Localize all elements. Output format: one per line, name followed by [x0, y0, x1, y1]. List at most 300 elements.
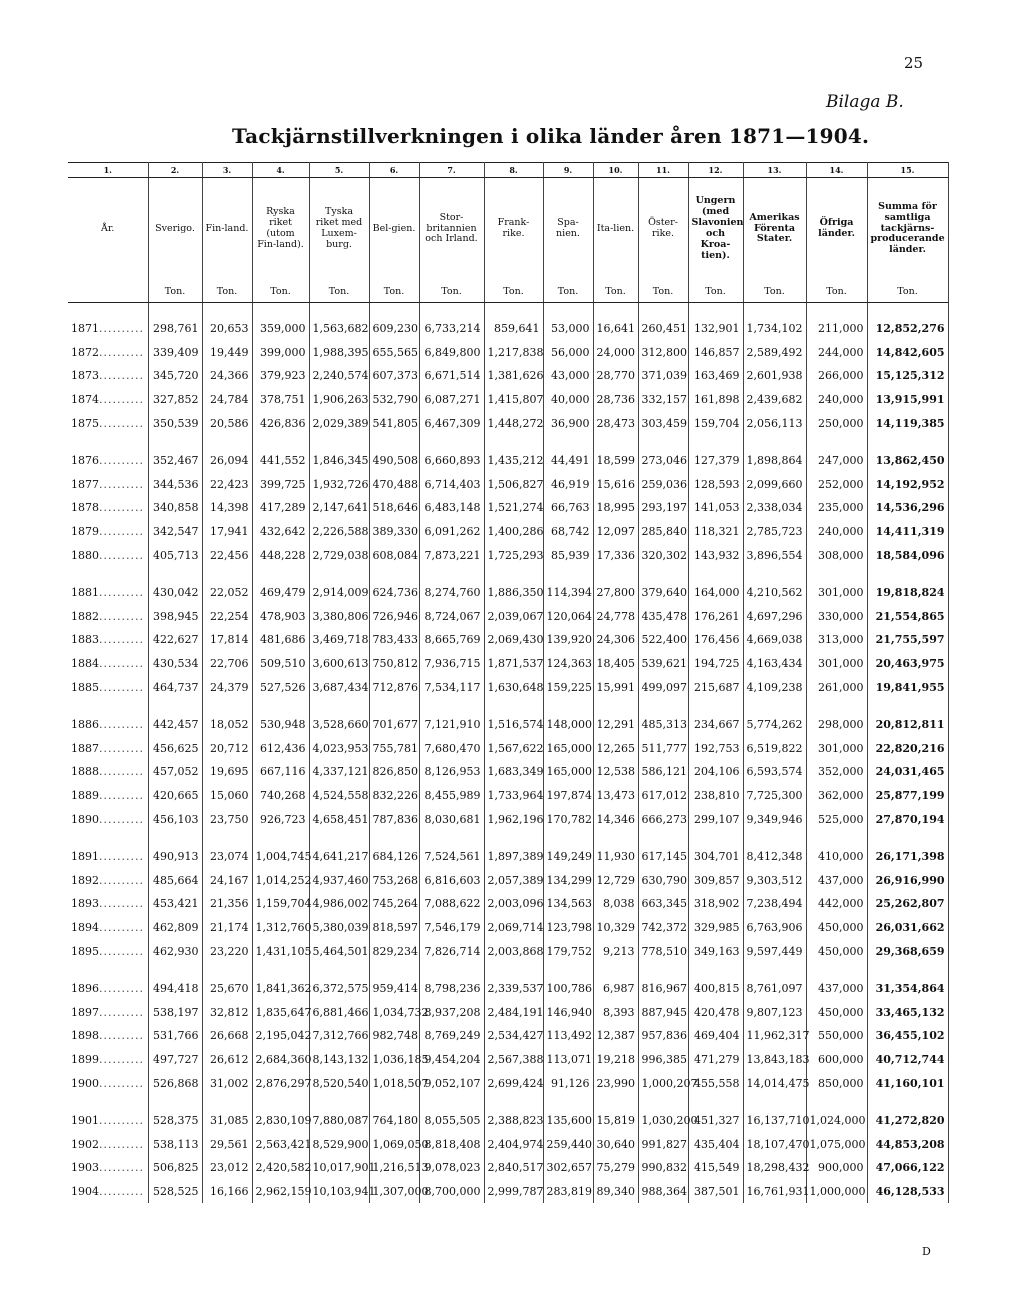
- value-cell: 525,000: [806, 807, 867, 831]
- value-cell: 349,163: [688, 939, 743, 963]
- table-row: [68, 977, 948, 1001]
- value-cell: 298,000: [806, 713, 867, 737]
- value-cell: 344,536: [148, 473, 202, 497]
- value-cell: 850,000: [806, 1071, 867, 1095]
- value-cell: 320,302: [638, 543, 688, 567]
- value-cell: 430,534: [148, 652, 202, 676]
- spacer-cell: [148, 435, 202, 449]
- year-cell: [68, 473, 148, 497]
- value-cell: 146,857: [688, 341, 743, 365]
- group-spacer: [68, 567, 948, 581]
- value-cell: 1,906,263: [309, 388, 369, 412]
- value-cell: 139,920: [543, 628, 593, 652]
- value-cell: 124,363: [543, 652, 593, 676]
- year-label: 1902: [71, 1137, 99, 1151]
- value-cell: 8,143,132: [309, 1048, 369, 1072]
- value-cell: 13,843,183: [743, 1048, 806, 1072]
- value-cell: 450,000: [806, 939, 867, 963]
- spacer-cell: [419, 831, 484, 845]
- value-cell: 2,388,823: [484, 1109, 543, 1133]
- value-cell: 12,291: [593, 713, 638, 737]
- value-cell: 16,166: [202, 1180, 252, 1204]
- table-row: [68, 520, 948, 544]
- value-cell: 1,159,704: [252, 892, 309, 916]
- value-cell: 818,597: [369, 916, 419, 940]
- spacer-cell: [68, 435, 148, 449]
- leader-dots: ..........: [99, 548, 144, 562]
- year-label: 1880: [71, 548, 99, 562]
- value-cell: 7,680,470: [419, 737, 484, 761]
- spacer-cell: [543, 1095, 593, 1109]
- leader-dots: ..........: [99, 393, 144, 407]
- table-row: [68, 1024, 948, 1048]
- value-cell: 832,226: [369, 784, 419, 808]
- value-cell: 285,840: [638, 520, 688, 544]
- value-cell: 32,812: [202, 1000, 252, 1024]
- total-cell: 26,171,398: [867, 845, 948, 869]
- leader-dots: ..........: [99, 1005, 144, 1019]
- value-cell: 764,180: [369, 1109, 419, 1133]
- year-label: 1874: [71, 393, 99, 407]
- leader-dots: ..........: [99, 657, 144, 671]
- table-row: [68, 760, 948, 784]
- table-row: [68, 449, 948, 473]
- value-cell: 1,898,864: [743, 449, 806, 473]
- column-number: 1.: [68, 163, 148, 178]
- value-cell: 379,640: [638, 581, 688, 605]
- value-cell: 12,265: [593, 737, 638, 761]
- value-cell: 1,521,274: [484, 496, 543, 520]
- value-cell: 455,558: [688, 1071, 743, 1095]
- value-cell: 506,825: [148, 1156, 202, 1180]
- value-cell: 1,734,102: [743, 317, 806, 341]
- spacer-cell: [252, 435, 309, 449]
- value-cell: 783,433: [369, 628, 419, 652]
- leader-dots: ..........: [99, 501, 144, 515]
- value-cell: 499,097: [638, 675, 688, 699]
- value-cell: 422,627: [148, 628, 202, 652]
- table-row: [68, 845, 948, 869]
- year-cell: [68, 1132, 148, 1156]
- value-cell: 23,750: [202, 807, 252, 831]
- leader-dots: ..........: [99, 525, 144, 539]
- spacer-cell: [543, 435, 593, 449]
- value-cell: 6,733,214: [419, 317, 484, 341]
- value-cell: 164,000: [688, 581, 743, 605]
- value-cell: 359,000: [252, 317, 309, 341]
- value-cell: 26,094: [202, 449, 252, 473]
- value-cell: 2,914,009: [309, 581, 369, 605]
- spacer-cell: [309, 303, 369, 318]
- year-cell: [68, 317, 148, 341]
- spacer-cell: [369, 963, 419, 977]
- leader-dots: ..........: [99, 873, 144, 887]
- value-cell: 1,841,362: [252, 977, 309, 1001]
- value-cell: 9,303,512: [743, 868, 806, 892]
- unit-spacer: [68, 280, 148, 303]
- value-cell: 609,230: [369, 317, 419, 341]
- value-cell: 4,669,038: [743, 628, 806, 652]
- spacer-cell: [68, 303, 148, 318]
- value-cell: 481,686: [252, 628, 309, 652]
- value-cell: 450,000: [806, 1000, 867, 1024]
- value-cell: 464,737: [148, 675, 202, 699]
- total-cell: 13,862,450: [867, 449, 948, 473]
- value-cell: 1,034,732: [369, 1000, 419, 1024]
- value-cell: 2,684,360: [252, 1048, 309, 1072]
- column-number: 4.: [252, 163, 309, 178]
- leader-dots: ..........: [99, 1137, 144, 1151]
- column-number: 3.: [202, 163, 252, 178]
- year-label: 1898: [71, 1029, 99, 1043]
- total-cell: 14,119,385: [867, 411, 948, 435]
- value-cell: 1,024,000: [806, 1109, 867, 1133]
- value-cell: 14,346: [593, 807, 638, 831]
- value-cell: 17,814: [202, 628, 252, 652]
- value-cell: 91,126: [543, 1071, 593, 1095]
- leader-dots: ..........: [99, 680, 144, 694]
- leader-dots: ..........: [99, 345, 144, 359]
- value-cell: 426,836: [252, 411, 309, 435]
- year-cell: [68, 892, 148, 916]
- leader-dots: ..........: [99, 322, 144, 336]
- year-label: 1878: [71, 501, 99, 515]
- value-cell: 301,000: [806, 581, 867, 605]
- year-cell: [68, 388, 148, 412]
- spacer-cell: [593, 1095, 638, 1109]
- value-cell: 3,600,613: [309, 652, 369, 676]
- value-cell: 352,000: [806, 760, 867, 784]
- unit-label: Ton.: [252, 280, 309, 303]
- spacer-cell: [148, 303, 202, 318]
- value-cell: 15,991: [593, 675, 638, 699]
- value-cell: 15,060: [202, 784, 252, 808]
- year-cell: [68, 1024, 148, 1048]
- total-cell: 20,812,811: [867, 713, 948, 737]
- value-cell: 303,459: [638, 411, 688, 435]
- value-cell: 2,439,682: [743, 388, 806, 412]
- value-cell: 4,023,953: [309, 737, 369, 761]
- value-cell: 159,704: [688, 411, 743, 435]
- value-cell: 15,616: [593, 473, 638, 497]
- value-cell: 1,415,807: [484, 388, 543, 412]
- column-header: Tyska riket med Luxem-burg.: [309, 178, 369, 281]
- total-cell: 21,755,597: [867, 628, 948, 652]
- value-cell: 301,000: [806, 737, 867, 761]
- value-cell: 2,003,096: [484, 892, 543, 916]
- total-cell: 14,192,952: [867, 473, 948, 497]
- total-cell: 21,554,865: [867, 605, 948, 629]
- value-cell: 9,597,449: [743, 939, 806, 963]
- total-cell: 33,465,132: [867, 1000, 948, 1024]
- column-header: Ungern (med Slavonien och Kroa-tien).: [688, 178, 743, 281]
- leader-dots: ..........: [99, 586, 144, 600]
- value-cell: 26,612: [202, 1048, 252, 1072]
- value-cell: 8,038: [593, 892, 638, 916]
- value-cell: 4,524,558: [309, 784, 369, 808]
- value-cell: 1,683,349: [484, 760, 543, 784]
- value-cell: 9,078,023: [419, 1156, 484, 1180]
- spacer-cell: [202, 963, 252, 977]
- value-cell: 46,919: [543, 473, 593, 497]
- spacer-cell: [309, 963, 369, 977]
- value-cell: 624,736: [369, 581, 419, 605]
- value-cell: 528,375: [148, 1109, 202, 1133]
- value-cell: 996,385: [638, 1048, 688, 1072]
- year-cell: [68, 449, 148, 473]
- value-cell: 417,289: [252, 496, 309, 520]
- column-header: Ita-lien.: [593, 178, 638, 281]
- value-cell: 4,697,296: [743, 605, 806, 629]
- value-cell: 17,336: [593, 543, 638, 567]
- value-cell: 900,000: [806, 1156, 867, 1180]
- value-cell: 456,625: [148, 737, 202, 761]
- value-cell: 118,321: [688, 520, 743, 544]
- value-cell: 8,769,249: [419, 1024, 484, 1048]
- year-cell: [68, 868, 148, 892]
- value-cell: 22,423: [202, 473, 252, 497]
- value-cell: 22,456: [202, 543, 252, 567]
- value-cell: 24,784: [202, 388, 252, 412]
- value-cell: 24,366: [202, 364, 252, 388]
- value-cell: 14,014,475: [743, 1071, 806, 1095]
- value-cell: 302,657: [543, 1156, 593, 1180]
- spacer-cell: [484, 831, 543, 845]
- value-cell: 469,404: [688, 1024, 743, 1048]
- value-cell: 457,052: [148, 760, 202, 784]
- table-row: [68, 784, 948, 808]
- value-cell: 1,886,350: [484, 581, 543, 605]
- value-cell: 1,988,395: [309, 341, 369, 365]
- year-label: 1890: [71, 812, 99, 826]
- value-cell: 235,000: [806, 496, 867, 520]
- spacer-cell: [743, 1095, 806, 1109]
- spacer-cell: [688, 699, 743, 713]
- total-cell: 14,411,319: [867, 520, 948, 544]
- value-cell: 308,000: [806, 543, 867, 567]
- value-cell: 7,088,622: [419, 892, 484, 916]
- value-cell: 20,586: [202, 411, 252, 435]
- value-cell: 18,599: [593, 449, 638, 473]
- value-cell: 485,664: [148, 868, 202, 892]
- year-cell: [68, 496, 148, 520]
- value-cell: 1,014,252: [252, 868, 309, 892]
- leader-dots: ..........: [99, 1161, 144, 1175]
- value-cell: 176,456: [688, 628, 743, 652]
- value-cell: 8,520,540: [309, 1071, 369, 1095]
- value-cell: 6,372,575: [309, 977, 369, 1001]
- value-cell: 497,727: [148, 1048, 202, 1072]
- value-cell: 379,923: [252, 364, 309, 388]
- value-cell: 6,849,800: [419, 341, 484, 365]
- value-cell: 420,665: [148, 784, 202, 808]
- spacer-cell: [419, 435, 484, 449]
- unit-label: Ton.: [484, 280, 543, 303]
- year-label: 1885: [71, 680, 99, 694]
- value-cell: 8,761,097: [743, 977, 806, 1001]
- value-cell: 23,074: [202, 845, 252, 869]
- year-label: 1894: [71, 920, 99, 934]
- value-cell: 309,857: [688, 868, 743, 892]
- spacer-cell: [688, 1095, 743, 1109]
- table-row: [68, 317, 948, 341]
- value-cell: 27,800: [593, 581, 638, 605]
- value-cell: 7,725,300: [743, 784, 806, 808]
- total-cell: 24,031,465: [867, 760, 948, 784]
- value-cell: 299,107: [688, 807, 743, 831]
- value-cell: 990,832: [638, 1156, 688, 1180]
- value-cell: 12,729: [593, 868, 638, 892]
- spacer-cell: [252, 699, 309, 713]
- value-cell: 24,306: [593, 628, 638, 652]
- spacer-cell: [484, 303, 543, 318]
- column-number: 10.: [593, 163, 638, 178]
- value-cell: 6,087,271: [419, 388, 484, 412]
- table-row: [68, 916, 948, 940]
- total-cell: 19,841,955: [867, 675, 948, 699]
- value-cell: 10,329: [593, 916, 638, 940]
- table-row: [68, 364, 948, 388]
- year-cell: [68, 411, 148, 435]
- year-cell: [68, 341, 148, 365]
- spacer-cell: [369, 435, 419, 449]
- value-cell: 1,725,293: [484, 543, 543, 567]
- value-cell: 8,798,236: [419, 977, 484, 1001]
- value-cell: 114,394: [543, 581, 593, 605]
- leader-dots: ..........: [99, 1029, 144, 1043]
- value-cell: 176,261: [688, 605, 743, 629]
- value-cell: 12,387: [593, 1024, 638, 1048]
- spacer-cell: [743, 699, 806, 713]
- value-cell: 991,827: [638, 1132, 688, 1156]
- year-label: 1891: [71, 850, 99, 864]
- value-cell: 750,812: [369, 652, 419, 676]
- value-cell: 435,478: [638, 605, 688, 629]
- year-label: 1872: [71, 345, 99, 359]
- year-label: 1903: [71, 1161, 99, 1175]
- value-cell: 28,473: [593, 411, 638, 435]
- spacer-cell: [867, 699, 948, 713]
- leader-dots: ..........: [99, 812, 144, 826]
- value-cell: 85,939: [543, 543, 593, 567]
- value-cell: 387,501: [688, 1180, 743, 1204]
- value-cell: 312,800: [638, 341, 688, 365]
- value-cell: 2,039,067: [484, 605, 543, 629]
- leader-dots: ..........: [99, 454, 144, 468]
- value-cell: 470,488: [369, 473, 419, 497]
- value-cell: 36,900: [543, 411, 593, 435]
- spacer-cell: [806, 699, 867, 713]
- year-label: 1884: [71, 657, 99, 671]
- value-cell: 247,000: [806, 449, 867, 473]
- spacer-cell: [867, 1095, 948, 1109]
- value-cell: 9,213: [593, 939, 638, 963]
- value-cell: 451,327: [688, 1109, 743, 1133]
- value-cell: 3,687,434: [309, 675, 369, 699]
- value-cell: 1,400,286: [484, 520, 543, 544]
- value-cell: 1,431,105: [252, 939, 309, 963]
- year-cell: [68, 977, 148, 1001]
- value-cell: 43,000: [543, 364, 593, 388]
- value-cell: 442,000: [806, 892, 867, 916]
- spacer-cell: [309, 435, 369, 449]
- value-cell: 161,898: [688, 388, 743, 412]
- total-cell: 13,915,991: [867, 388, 948, 412]
- value-cell: 450,000: [806, 916, 867, 940]
- value-cell: 1,217,838: [484, 341, 543, 365]
- year-label: 1873: [71, 369, 99, 383]
- year-label: 1896: [71, 982, 99, 996]
- value-cell: 15,819: [593, 1109, 638, 1133]
- value-cell: 6,987: [593, 977, 638, 1001]
- value-cell: 8,412,348: [743, 845, 806, 869]
- unit-label: Ton.: [543, 280, 593, 303]
- spacer-cell: [419, 567, 484, 581]
- value-cell: 159,225: [543, 675, 593, 699]
- year-cell: [68, 784, 148, 808]
- year-label: 1904: [71, 1184, 99, 1198]
- value-cell: 11,962,317: [743, 1024, 806, 1048]
- table-row: [68, 411, 948, 435]
- value-cell: 441,552: [252, 449, 309, 473]
- spacer-cell: [743, 963, 806, 977]
- value-cell: 437,000: [806, 977, 867, 1001]
- value-cell: 9,807,123: [743, 1000, 806, 1024]
- value-cell: 1,897,389: [484, 845, 543, 869]
- value-cell: 24,379: [202, 675, 252, 699]
- value-cell: 829,234: [369, 939, 419, 963]
- year-cell: [68, 1156, 148, 1180]
- value-cell: 148,000: [543, 713, 593, 737]
- value-cell: 4,641,217: [309, 845, 369, 869]
- value-cell: 3,469,718: [309, 628, 369, 652]
- value-cell: 66,763: [543, 496, 593, 520]
- value-cell: 859,641: [484, 317, 543, 341]
- value-cell: 44,491: [543, 449, 593, 473]
- value-cell: 18,405: [593, 652, 638, 676]
- spacer-cell: [148, 831, 202, 845]
- spacer-cell: [148, 567, 202, 581]
- value-cell: 462,930: [148, 939, 202, 963]
- value-cell: 1,630,648: [484, 675, 543, 699]
- spacer-cell: [252, 303, 309, 318]
- table-row: [68, 341, 948, 365]
- value-cell: 215,687: [688, 675, 743, 699]
- value-cell: 8,455,989: [419, 784, 484, 808]
- year-cell: [68, 543, 148, 567]
- table-row: [68, 543, 948, 567]
- leader-dots: ..........: [99, 982, 144, 996]
- value-cell: 7,121,910: [419, 713, 484, 737]
- year-label: 1886: [71, 718, 99, 732]
- value-cell: 926,723: [252, 807, 309, 831]
- value-cell: 16,761,931: [743, 1180, 806, 1204]
- value-cell: 1,932,726: [309, 473, 369, 497]
- value-cell: 453,421: [148, 892, 202, 916]
- value-cell: 612,436: [252, 737, 309, 761]
- year-cell: [68, 581, 148, 605]
- column-number: 11.: [638, 163, 688, 178]
- value-cell: 273,046: [638, 449, 688, 473]
- value-cell: 6,467,309: [419, 411, 484, 435]
- value-cell: 485,313: [638, 713, 688, 737]
- spacer-cell: [309, 831, 369, 845]
- spacer-cell: [593, 699, 638, 713]
- table-row: [68, 1132, 948, 1156]
- value-cell: 10,103,941: [309, 1180, 369, 1204]
- unit-label: Ton.: [148, 280, 202, 303]
- value-cell: 283,819: [543, 1180, 593, 1204]
